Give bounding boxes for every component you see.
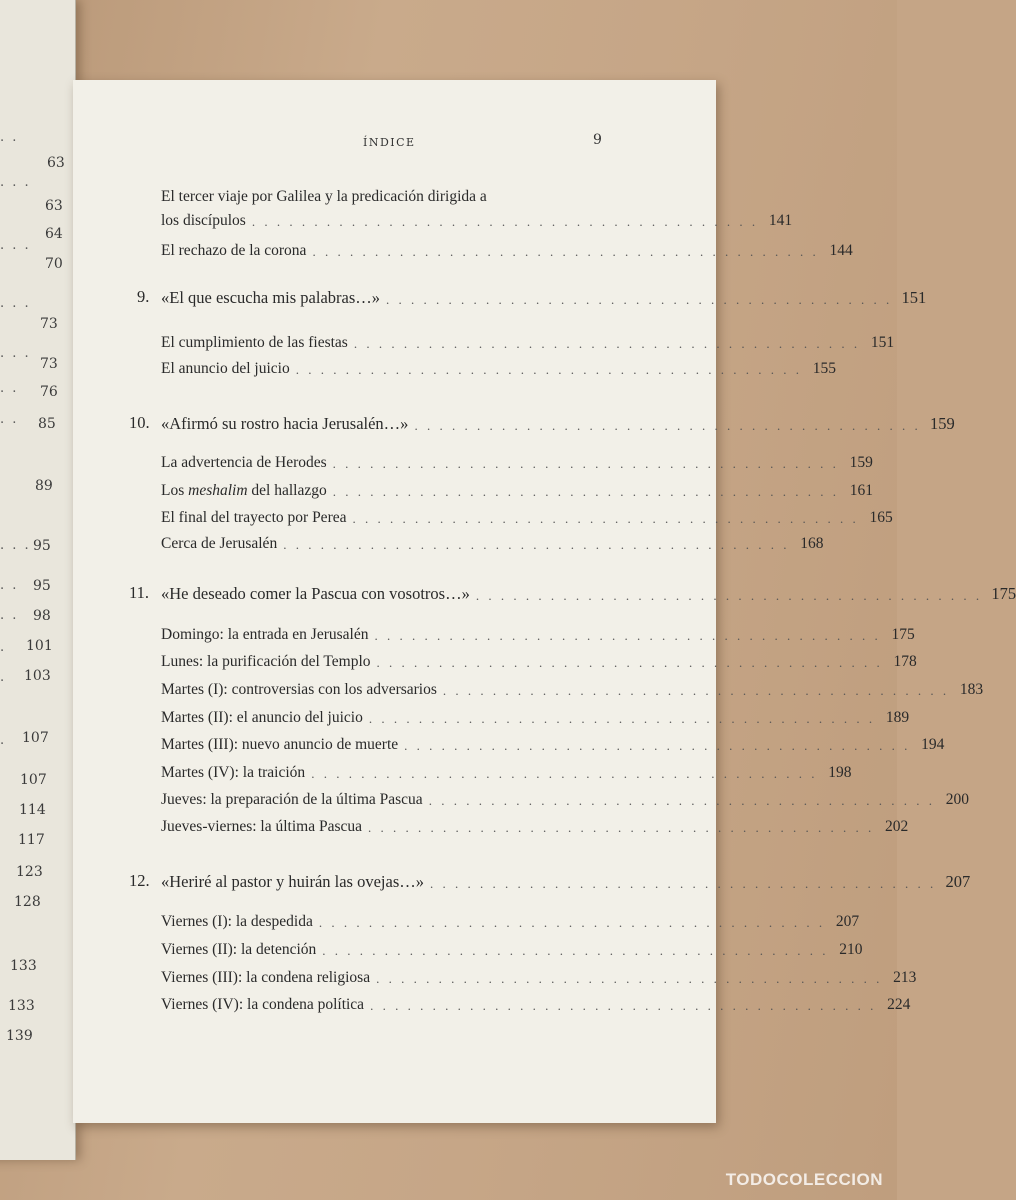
leader-dots: . . <box>0 412 19 427</box>
toc-entry <box>161 356 836 378</box>
toc-entry-page: 141 <box>768 212 793 229</box>
leader-dots: . . . . . . . . . . . . . . . . . . . . . . . . . . . . . . . . . . . . . . . . . <box>322 943 829 958</box>
leader-dots: . . . . . . . . . . . . . . . . . . . . . . . . . . . . . . . . . . . . . . . . . <box>295 362 802 377</box>
toc-entry-title: El anuncio del juicio <box>161 360 290 377</box>
toc-entry-title: Viernes (IV): la condena política <box>161 996 365 1013</box>
right-page <box>73 80 1016 1123</box>
toc-entry <box>161 937 863 959</box>
toc-chapter-title: «He deseado comer la Pascua con vosotros…» <box>161 584 470 603</box>
toc-chapter <box>161 582 1016 604</box>
left-page-number: 103 <box>24 668 51 684</box>
toc-entry-title: Los meshalim del hallazgo <box>161 482 327 499</box>
leader-dots: . <box>0 670 7 685</box>
leader-dots: . . . . . . . . . . . . . . . . . . . . . . . . . . . . . . . . . . . . . . . . . <box>430 876 937 891</box>
toc-entry-title: El final del trayecto por Perea <box>161 509 347 526</box>
left-page <box>0 0 76 1160</box>
leader-dots: . . . . . . . . . . . . . . . . . . . . . . . . . . . . . . . . . . . . . . . . . <box>251 214 759 229</box>
left-page-number: 70 <box>45 256 63 272</box>
leader-dots: . . . . . . . . . . . . . . . . . . . . . . . . . . . . . . . . . . . . . . . . . <box>283 537 790 552</box>
toc-entry-page: 159 <box>929 414 955 433</box>
toc-entry <box>161 531 824 553</box>
toc-entry-title: los discípulos <box>161 212 246 229</box>
leader-dots: . . <box>0 381 19 396</box>
toc-entry-title: Cerca de Jerusalén <box>161 535 278 552</box>
toc-entry-page: 161 <box>849 482 873 499</box>
toc-entry <box>161 330 895 352</box>
leader-dots: . . . . . . . . . . . . . . . . . . . . . . . . . . . . . . . . . . . . . . . . . <box>374 628 881 643</box>
toc-entry-page: 151 <box>901 288 927 307</box>
toc-entry-title: Jueves: la preparación de la última Pascua <box>161 791 423 808</box>
toc-entry <box>161 705 910 727</box>
left-page-number: 95 <box>33 578 51 594</box>
toc-entry <box>161 992 911 1014</box>
leader-dots: . . . <box>0 175 31 190</box>
leader-dots: . . . . . . . . . . . . . . . . . . . . . . . . . . . . . . . . . . . . . . . . . <box>442 683 950 698</box>
toc-entry-page: 155 <box>812 360 836 377</box>
leader-dots: . . . . . . . . . . . . . . . . . . . . . . . . . . . . . . . . . . . . . . . . . <box>318 915 826 930</box>
leader-dots: . . . . . . . . . . . . . . . . . . . . . . . . . . . . . . . . . . . . . . . . . <box>368 820 875 835</box>
toc-entry-title: Domingo: la entrada en Jerusalén <box>161 626 369 643</box>
toc-chapter <box>161 286 927 308</box>
toc-entry-page: 202 <box>885 818 909 835</box>
toc-entry <box>161 732 945 754</box>
leader-dots: . . . <box>0 346 31 361</box>
toc-entry-page: 224 <box>887 996 911 1013</box>
watermark: TODOCOLECCION <box>725 1170 883 1189</box>
leader-dots: . . . . . . . . . . . . . . . . . . . . . . . . . . . . . . . . . . . . . . . . . <box>352 511 859 526</box>
toc-entry-page: 151 <box>870 334 895 351</box>
left-page-number: 107 <box>20 772 47 788</box>
left-page-number: 107 <box>22 730 49 746</box>
toc-chapter-title: «Afirmó su rostro hacia Jerusalén…» <box>161 414 409 433</box>
toc-entry <box>161 814 909 836</box>
left-page-number: 101 <box>26 638 53 654</box>
leader-dots: . . . . . . . . . . . . . . . . . . . . . . . . . . . . . . . . . . . . . . . . . <box>368 711 876 726</box>
toc-entry-line: El tercer viaje por Galilea y la predicación dirigida a <box>161 188 487 205</box>
page-number: 9 <box>593 132 602 148</box>
toc-entry-title: Martes (IV): la traición <box>161 764 306 781</box>
toc-entry-title: Martes (I): controversias con los adversarios <box>161 681 437 698</box>
toc-entry-page: 200 <box>945 791 969 808</box>
leader-dots: . . . . . . . . . . . . . . . . . . . . . . . . . . . . . . . . . . . . . . . . . <box>376 655 883 670</box>
leader-dots: . . <box>0 608 19 623</box>
toc-entry <box>161 208 793 230</box>
toc-entry-page: 207 <box>945 872 971 891</box>
toc-entry-title: Viernes (III): la condena religiosa <box>161 969 371 986</box>
left-page-number: 95 <box>33 538 51 554</box>
toc-entry-page: 198 <box>828 764 852 781</box>
toc-entry-page: 159 <box>849 454 873 471</box>
toc-entry-page: 189 <box>885 709 910 726</box>
toc-chapter <box>161 412 955 434</box>
left-page-number: 85 <box>38 416 56 432</box>
left-page-number: 63 <box>47 155 65 171</box>
toc-entry <box>161 478 873 500</box>
toc-entry-page: 175 <box>891 626 915 643</box>
toc-entry-title: Viernes (I): la despedida <box>161 913 313 930</box>
toc-entry <box>161 238 853 260</box>
leader-dots: . . . <box>0 538 31 553</box>
leader-dots: . . . <box>0 296 31 311</box>
left-page-number: 139 <box>6 1028 33 1044</box>
toc-entry <box>161 622 915 644</box>
leader-dots: . <box>0 733 7 748</box>
toc-entry-title: Viernes (II): la detención <box>161 941 317 958</box>
leader-dots: . . . . . . . . . . . . . . . . . . . . . . . . . . . . . . . . . . . . . . . . . <box>386 292 893 307</box>
left-page-number: 117 <box>18 832 45 848</box>
chapter-number: 10. <box>129 413 150 432</box>
leader-dots: . . <box>0 130 19 145</box>
toc-entry <box>161 787 969 809</box>
left-page-number: 114 <box>19 802 46 818</box>
toc-chapter-title: «El que escucha mis palabras…» <box>161 288 381 307</box>
toc-entry-title: Lunes: la purificación del Templo <box>161 653 371 670</box>
toc-entry-page: 165 <box>869 509 893 526</box>
leader-dots: . . . . . . . . . . . . . . . . . . . . . . . . . . . . . . . . . . . . . . . . . <box>353 336 861 351</box>
left-page-number: 133 <box>10 958 37 974</box>
left-page-number: 98 <box>33 608 51 624</box>
left-page-number: 73 <box>40 356 58 372</box>
toc-entry-title: Jueves-viernes: la última Pascua <box>161 818 363 835</box>
toc-chapter-title: «Heriré al pastor y huirán las ovejas…» <box>161 872 425 891</box>
left-page-number: 128 <box>14 894 41 910</box>
left-page-number: 64 <box>45 226 63 242</box>
chapter-number: 11. <box>129 583 150 602</box>
left-page-number: 133 <box>8 998 35 1014</box>
toc-entry <box>161 965 917 987</box>
leader-dots: . . . . . . . . . . . . . . . . . . . . . . . . . . . . . . . . . . . . . . . . . <box>414 418 921 433</box>
toc-entry-title: El rechazo de la corona <box>161 242 307 259</box>
running-header: ÍNDICE <box>363 136 416 149</box>
leader-dots: . . . . . . . . . . . . . . . . . . . . . . . . . . . . . . . . . . . . . . . . . <box>311 766 818 781</box>
toc-entry <box>161 677 984 699</box>
toc-entry-title: Martes (III): nuevo anuncio de muerte <box>161 736 399 753</box>
toc-entry-page: 194 <box>921 736 945 753</box>
leader-dots: . . . . . . . . . . . . . . . . . . . . . . . . . . . . . . . . . . . . . . . . . <box>376 971 883 986</box>
toc-entry-page: 183 <box>959 681 984 698</box>
toc-entry-page: 210 <box>839 941 863 958</box>
toc-entry <box>161 760 852 782</box>
toc-entry-title: La advertencia de Herodes <box>161 454 327 471</box>
leader-dots: . . . . . . . . . . . . . . . . . . . . . . . . . . . . . . . . . . . . . . . . . <box>475 588 983 603</box>
toc-chapter <box>161 870 971 892</box>
toc-entry-title: El cumplimiento de las fiestas <box>161 334 348 351</box>
toc-entry-page: 207 <box>835 913 860 930</box>
leader-dots: . . . . . . . . . . . . . . . . . . . . . . . . . . . . . . . . . . . . . . . . . <box>332 456 839 471</box>
toc-entry-page: 144 <box>829 242 853 259</box>
left-page-number: 89 <box>35 478 53 494</box>
leader-dots: . . . . . . . . . . . . . . . . . . . . . . . . . . . . . . . . . . . . . . . . . <box>428 793 935 808</box>
toc-entry <box>161 909 860 931</box>
toc-entry-page: 175 <box>991 584 1016 603</box>
toc-entry <box>161 505 893 527</box>
toc-entry-page: 178 <box>893 653 917 670</box>
left-page-number: 63 <box>45 198 63 214</box>
leader-dots: . . . . . . . . . . . . . . . . . . . . . . . . . . . . . . . . . . . . . . . . . <box>370 998 877 1013</box>
toc-entry-page: 213 <box>893 969 917 986</box>
leader-dots: . . . . . . . . . . . . . . . . . . . . . . . . . . . . . . . . . . . . . . . . . <box>312 244 819 259</box>
toc-entry-title: Martes (II): el anuncio del juicio <box>161 709 363 726</box>
leader-dots: . <box>0 640 7 655</box>
leader-dots: . . . <box>0 238 31 253</box>
toc-entry <box>161 649 917 671</box>
leader-dots: . . <box>0 578 19 593</box>
chapter-number: 9. <box>137 287 150 306</box>
toc-entry-page: 168 <box>800 535 824 552</box>
leader-dots: . . . . . . . . . . . . . . . . . . . . . . . . . . . . . . . . . . . . . . . . . <box>332 484 839 499</box>
left-page-number: 123 <box>16 864 43 880</box>
toc-entry <box>161 450 873 472</box>
chapter-number: 12. <box>129 871 150 890</box>
left-page-number: 73 <box>40 316 58 332</box>
leader-dots: . . . . . . . . . . . . . . . . . . . . . . . . . . . . . . . . . . . . . . . . . <box>404 738 911 753</box>
left-page-number: 76 <box>40 384 58 400</box>
